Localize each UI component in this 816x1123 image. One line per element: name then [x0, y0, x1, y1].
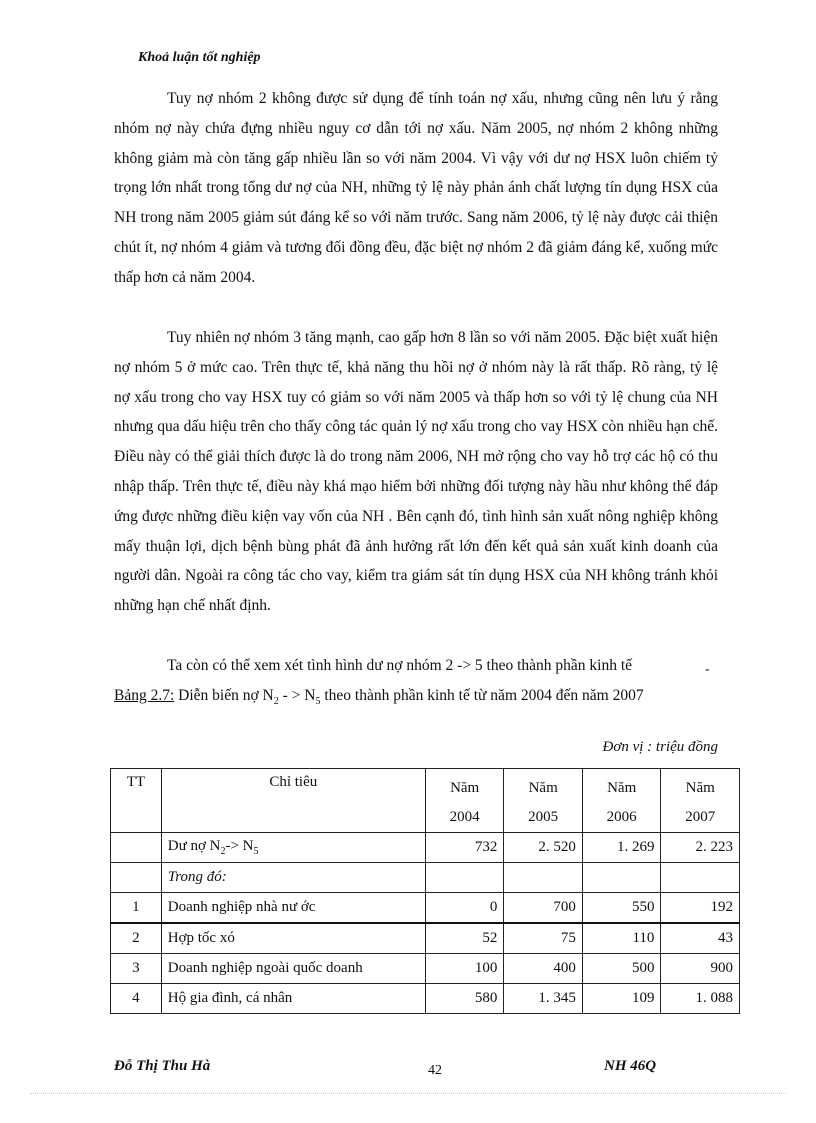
debt-table: [110, 768, 740, 1014]
table-caption: Bảng 2.7: Diễn biến nợ $N_2$ - > $N_5$ theo thành phần kinh tế từ năm 2004 đến năm 2007: [114, 687, 644, 708]
table-row: 2 Hợp tốc xó 52 75 110 43: [111, 923, 740, 954]
caption-label: Bảng 2.7:: [114, 687, 175, 704]
header-year-2006: Năm 2006: [582, 769, 661, 833]
table-row: 3 Doanh nghiệp ngoài quốc doanh 100 400 500 900: [111, 954, 740, 984]
page-bottom-divider: [30, 1093, 786, 1094]
unit-note: Đơn vị : triệu đồng: [602, 739, 718, 755]
page-number: 42: [428, 1063, 442, 1078]
header-indicator: Chỉ tiêu: [161, 769, 425, 833]
table-row: 4 Hộ gia đình, cá nhân 580 1. 345 109 1. 088: [111, 984, 740, 1014]
running-header: Khoả luận tốt nghiệp: [138, 50, 261, 65]
subheading-label: Trong đó:: [161, 863, 425, 893]
table-row-total: Dư nợ $N_2-> N_5$ 732 2. 520 1. 269 2. 223: [111, 833, 740, 863]
total-label: Dư nợ $N_2-> N_5$: [161, 833, 425, 863]
table-row-subheading: [111, 863, 740, 893]
footer-author: Đỗ Thị Thu Hà: [114, 1058, 211, 1074]
table-header-row: [111, 769, 740, 833]
header-year-2004: Năm 2004: [425, 769, 504, 833]
footer-class-code: NH 46Q: [604, 1058, 657, 1074]
stray-dash-mark: -: [705, 662, 710, 677]
header-year-2007: Năm 2007: [661, 769, 740, 833]
paragraph-2: Tuy nhiên nợ nhóm 3 tăng mạnh, cao gấp hơn 8 lần so với năm 2005. Đặc biệt xuất hiện nợ nhóm 5 ở mức cao. Trên thực tế, khả năng thu hồi nợ ở nhóm này là rất thấp. Rõ ràng, tỷ lệ nợ xấu trong cho vay HSX tuy có giảm so với năm 2005 và thấp hơn so với tỷ lệ chung của NH nhưng qua dấu hiệu trên cho thấy công tác quản lý nợ xấu trong cho vay HSX còn nhiều hạn chế. Điều này có thể giải thích được là do trong năm 2006, NH mở rộng cho vay hỗ trợ các hộ có thu nhập thấp. Trên thực tế, điều này khá mạo hiểm bởi những đối tượng này hầu như không thể đáp ứng được những điều kiện vay vốn của NH . Bên cạnh đó, tình hình sản xuất nông nghiệp không mấy thuận lợi, dịch bệnh bùng phát đã ảnh hưởng rất lớn đến kết quả sản xuất kinh doanh của người dân. Ngoài ra công tác cho vay, kiểm tra giám sát tín dụng HSX của NH không tránh khỏi những hạn chế nhất định.: [114, 329, 718, 615]
paragraph-3: Ta còn có thể xem xét tình hình dư nợ nhóm 2 -> 5 theo thành phần kinh tế: [167, 657, 633, 674]
paragraph-1: Tuy nợ nhóm 2 không được sử dụng để tính toán nợ xấu, nhưng cũng nên lưu ý rằng nhóm nợ này chứa đựng nhiều nguy cơ dẫn tới nợ xấu. Năm 2005, nợ nhóm 2 không những không giảm mà còn tăng gấp nhiều lần so với năm 2004. Vì vậy với dư nợ HSX luôn chiếm tỷ trọng lớn nhất trong tổng dư nợ của NH, những tỷ lệ này phản ánh chất lượng tín dụng HSX của NH trong năm 2005 giảm sút đáng kể so với năm trước. Sang năm 2006, tỷ lệ này được cải thiện chút ít, nợ nhóm 4 giảm và tương đối đồng đều, đặc biệt nợ nhóm 2 đã giảm đáng kể, xuống mức thấp hơn cả năm 2004.: [114, 90, 718, 286]
header-year-2005: Năm 2005: [504, 769, 583, 833]
table-row: 1 Doanh nghiệp nhà nư ớc 0 700 550 192: [111, 893, 740, 924]
header-tt: TT: [111, 769, 162, 833]
